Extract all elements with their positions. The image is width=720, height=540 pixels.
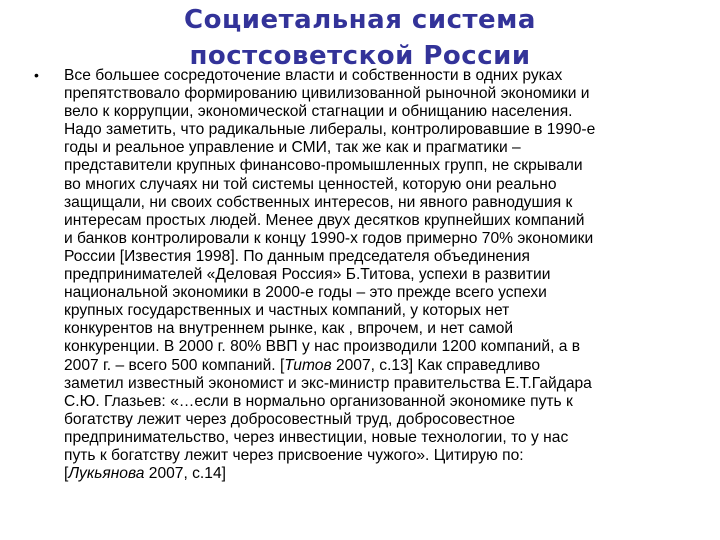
paragraph-line: и банков контролировали к концу 1990-х годов примерно 70% экономики [64,229,594,247]
paragraph-line: Все большее сосредоточение власти и собственности в одних руках [64,67,563,84]
paragraph-line: С.Ю. Глазьев: «…если в нормально организованной экономике путь к [64,392,573,410]
paragraph-line: Надо заметить, что радикальные либералы, контролировавшие в 1990-е [64,121,596,139]
paragraph-line [64,357,682,375]
line-text: 2007 г. – всего 500 компаний. [ [64,356,285,374]
citation-author: Титов [284,356,332,374]
paragraph-line: годы и реальное управление и СМИ, так же как и прагматики – [64,139,521,157]
paragraph-line: крупных государственных и частных компаний, у которых нет [64,302,510,320]
line-text: 2007, с.14] [144,465,226,483]
paragraph-line: конкуренции. В 2000 г. 80% ВВП у нас производили 1200 компаний, а в [64,338,581,356]
paragraph-line: конкурентов на внутреннем рынке, как , впрочем, и нет самой [64,320,514,338]
paragraph-line: национальной экономики в 2000-е годы – это прежде всего успехи [64,284,547,302]
paragraph-line: России [Известия 1998]. По данным председателя объединения [64,247,530,265]
paragraph-line [64,465,682,483]
line-text: [ [64,465,69,483]
paragraph-line: интересам простых людей. Менее двух десятков крупнейших компаний [64,211,585,229]
paragraph-line: путь к богатству лежит через присвоение чужого». Цитирую по: [64,446,524,464]
line-text: 2007, с.13] Как справедливо [331,356,541,374]
title-line-1: Социетальная система [184,5,536,35]
slide-title [60,2,660,74]
title-line-2: постсоветской России [189,41,531,71]
bullet-marker: • [34,67,39,83]
paragraph-line: во многих случаях ни той системы ценностей, которую они реально [64,175,557,193]
paragraph-line: заметил известный экономист и экс-министр правительства Е.Т.Гайдара [64,374,592,392]
bullet-item [34,67,682,483]
paragraph-line: представители крупных финансово-промышленных групп, не скрывали [64,157,583,175]
paragraph-line: препятствовало формированию цивилизованной рыночной экономики и [64,85,590,103]
paragraph-line: вело к коррупции, экономической стагнации и обнищанию населения. [64,103,573,121]
paragraph-line: богатству лежит через добросовестный труд, добросовестное [64,410,516,428]
paragraph-line: защищали, ни своих собственных интересов, ни явного равнодушия к [64,193,573,211]
bullet-paragraph [64,67,682,483]
paragraph-line: предпринимательство, через инвестиции, новые технологии, то у нас [64,428,569,446]
citation-author: Лукьянова [68,465,145,483]
paragraph-line: предпринимателей «Деловая Россия» Б.Титова, успехи в развитии [64,266,551,284]
